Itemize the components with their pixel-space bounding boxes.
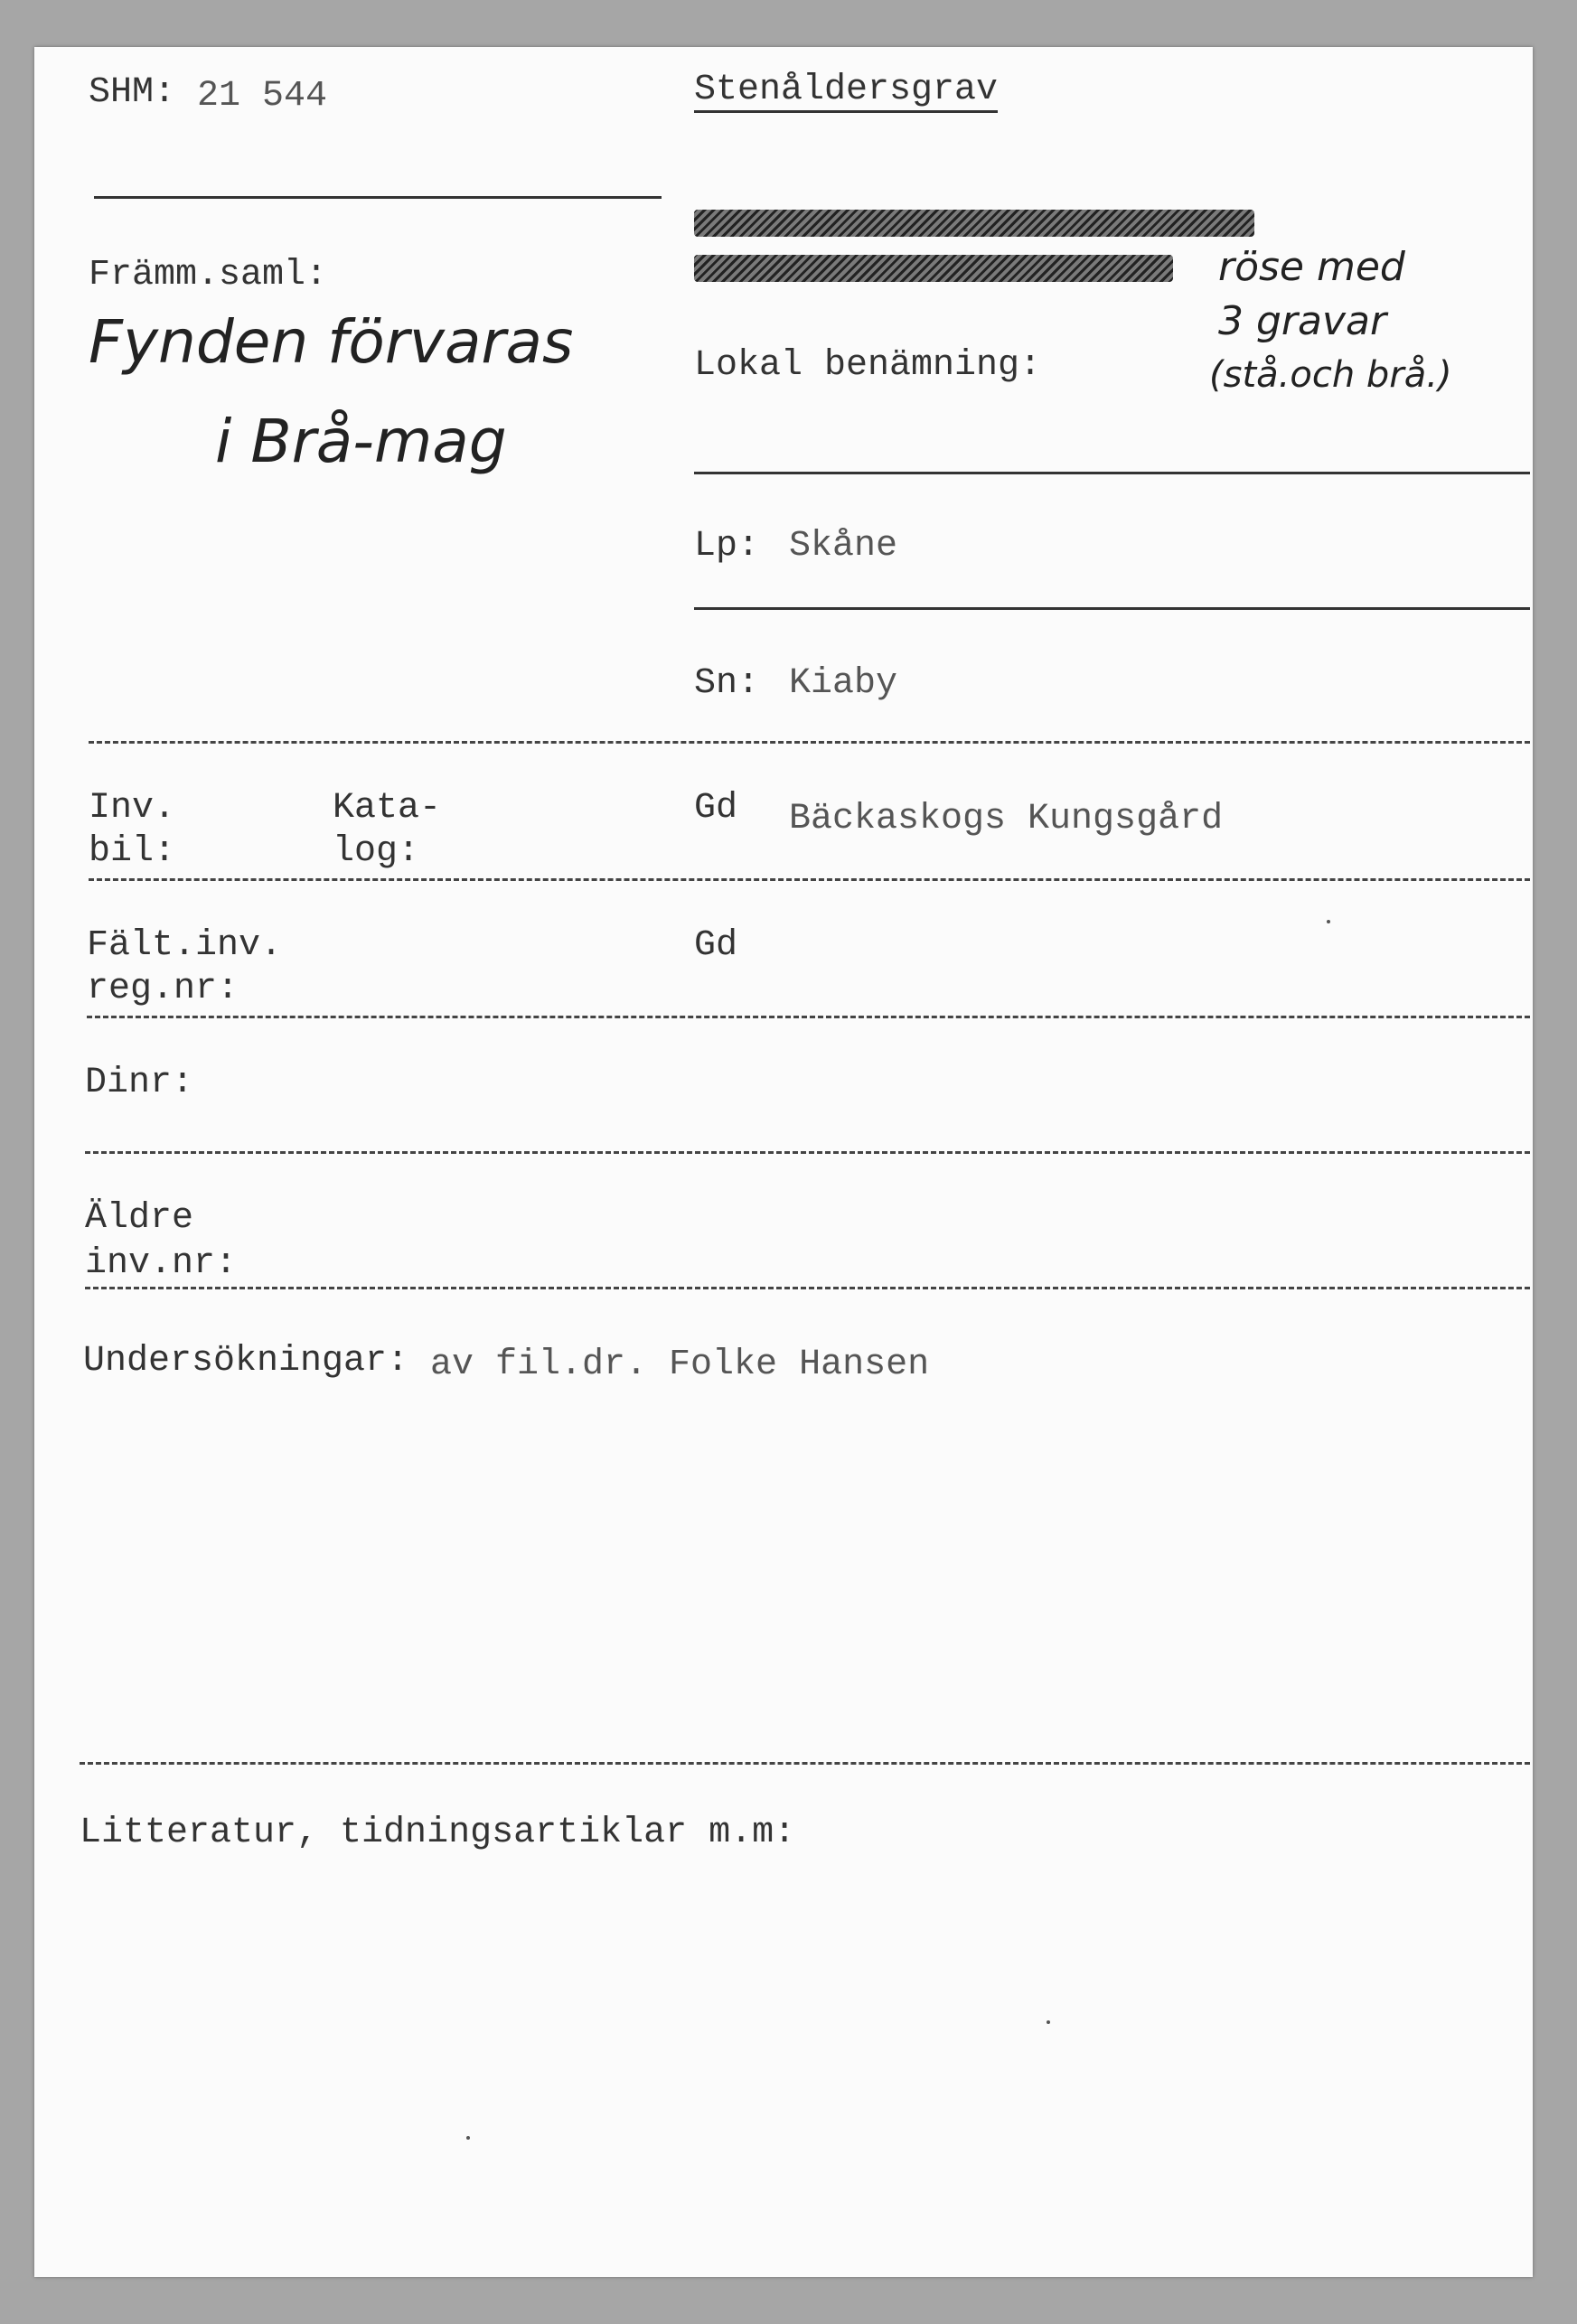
aldre-label-line-2: inv.nr: xyxy=(85,1243,238,1284)
section-divider-5 xyxy=(85,1287,1530,1289)
paper-speck xyxy=(1327,920,1330,923)
archive-card xyxy=(34,47,1533,2277)
paper-speck xyxy=(1047,2020,1050,2024)
katalog-label-line-2: log: xyxy=(333,831,420,872)
inv-label-line-2: bil: xyxy=(89,831,176,872)
gd-label-1: Gd xyxy=(694,788,738,829)
lp-value: Skåne xyxy=(789,526,898,567)
section-divider-6 xyxy=(80,1762,1530,1765)
dinr-label: Dinr: xyxy=(85,1063,194,1103)
sn-value: Kiaby xyxy=(789,663,898,704)
handwritten-rose-line-1: röse med xyxy=(1218,244,1405,290)
handwritten-rose-line-3: (stå.och brå.) xyxy=(1209,354,1452,396)
undersokningar-value: av fil.dr. Folke Hansen xyxy=(430,1345,930,1385)
falt-inv-label-line-1: Fält.inv. xyxy=(87,925,283,966)
katalog-label-line-1: Kata- xyxy=(333,788,442,829)
gd-label-2: Gd xyxy=(694,925,738,966)
sn-label: Sn: xyxy=(694,663,760,704)
paper-speck xyxy=(466,2136,470,2140)
inv-label-line-1: Inv. xyxy=(89,788,176,829)
shm-label: SHM: xyxy=(89,72,176,113)
handwritten-note-line-1: Fynden förvaras xyxy=(89,307,574,377)
struck-out-line-1 xyxy=(694,210,1254,237)
section-divider-4 xyxy=(85,1151,1530,1154)
section-divider-3 xyxy=(87,1016,1530,1018)
lp-rule xyxy=(694,607,1530,610)
handwritten-rose-line-2: 3 gravar xyxy=(1218,298,1387,344)
lokal-benamning-label: Lokal benämning: xyxy=(694,345,1042,386)
struck-out-line-2 xyxy=(694,255,1173,282)
shm-number: 21 544 xyxy=(197,76,328,117)
lp-label: Lp: xyxy=(694,526,760,567)
header-rule-left xyxy=(94,196,662,199)
gd-value-1: Bäckaskogs Kungsgård xyxy=(789,799,1224,839)
aldre-label-line-1: Äldre xyxy=(85,1198,194,1239)
falt-inv-label-line-2: reg.nr: xyxy=(87,969,239,1009)
undersokningar-label: Undersökningar: xyxy=(83,1341,409,1382)
section-divider-1 xyxy=(89,741,1530,744)
litteratur-label: Litteratur, tidningsartiklar m.m: xyxy=(80,1813,796,1853)
lokal-rule xyxy=(694,472,1530,474)
framm-saml-label: Främm.saml: xyxy=(89,255,328,295)
category-heading: Stenåldersgrav xyxy=(694,70,998,113)
handwritten-note-line-2: i Brå-mag xyxy=(215,407,507,476)
section-divider-2 xyxy=(89,878,1530,881)
